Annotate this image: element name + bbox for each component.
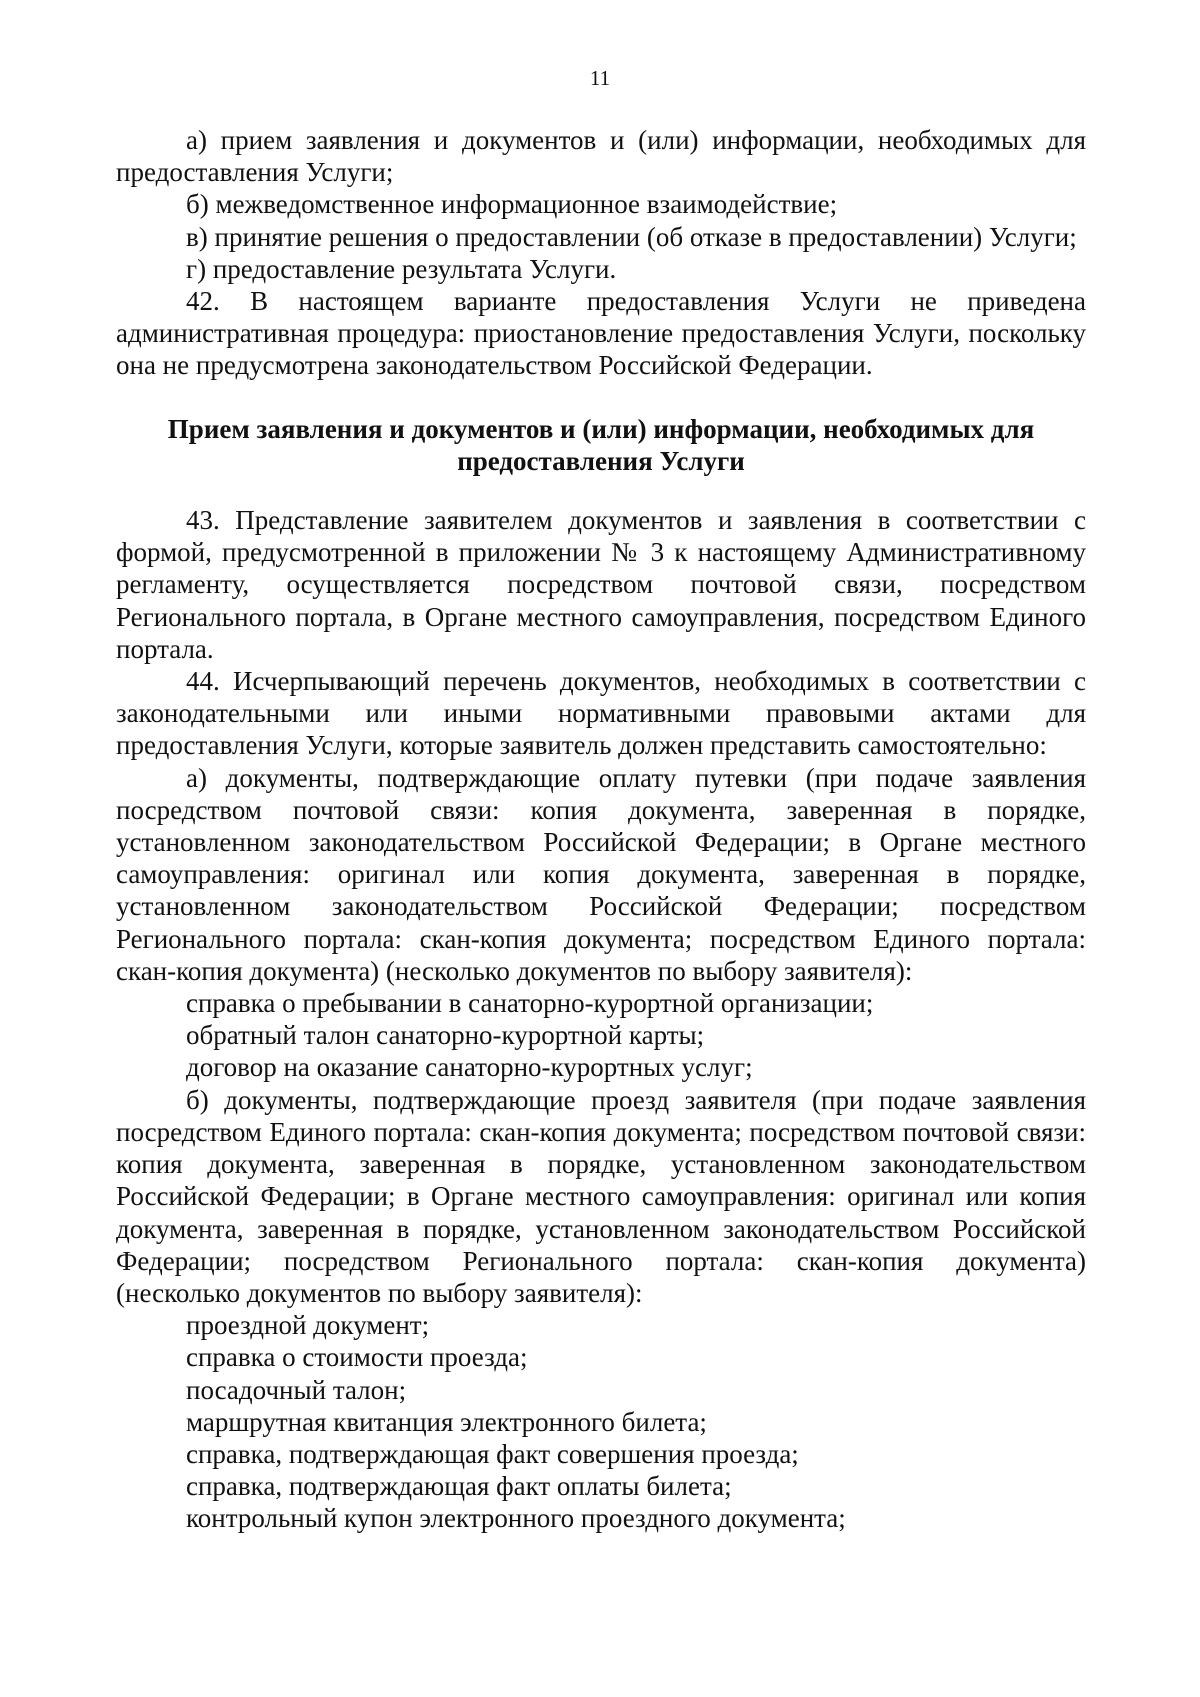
paragraph: а) прием заявления и документов и (или) информации, необходимых для предоставления Услуги; — [116, 125, 1086, 188]
section-heading-line-2: предоставления Услуги — [457, 445, 745, 476]
paragraph: 43. Представление заявителем документов и заявления в соответствии с формой, предусмотренной в приложении № 3 к настоящему Административному регламенту, осуществляется посредством почтовой связи, посредством Регионального портала, в Органе местного самоуправления, посредством Единого портала. — [116, 505, 1086, 664]
paragraph: б) межведомственное информационное взаимодействие; — [186, 189, 838, 220]
paragraphs-bottom — [116, 504, 1086, 1535]
paragraph: посадочный талон; — [186, 1374, 407, 1405]
paragraph: договор на оказание санаторно-курортных услуг; — [186, 1052, 753, 1083]
paragraph: а) документы, подтверждающие оплату путевки (при подаче заявления посредством почтовой связи: копия документа, заверенная в порядке, установленном законодательством Российской Федерации; в Органе местного самоуправления: оригинал или копия документа, заверенная в порядке, установленном законодательством Российской Федерации; посредством Регионального портала: скан-копия документа; посредством Единого портала: скан-копия документа) (несколько документов по выбору заявителя): — [116, 762, 1086, 986]
paragraph: маршрутная квитанция электронного билета; — [186, 1406, 707, 1437]
paragraph: справка, подтверждающая факт совершения проезда; — [186, 1438, 799, 1469]
paragraph: справка о стоимости проезда; — [186, 1342, 528, 1373]
paragraph: контрольный купон электронного проездного документа; — [186, 1503, 846, 1534]
paragraphs-top — [116, 124, 1086, 382]
paragraph: в) принятие решения о предоставлении (об отказе в предоставлении) Услуги; — [186, 221, 1077, 252]
section-heading — [116, 413, 1086, 477]
paragraph: проездной документ; — [186, 1310, 430, 1341]
paragraph: обратный талон санаторно-курортной карты; — [186, 1020, 705, 1051]
paragraph: справка, подтверждающая факт оплаты билета; — [186, 1471, 732, 1502]
paragraph: 44. Исчерпывающий перечень документов, необходимых в соответствии с законодательными или иными нормативными правовыми актами для предоставления Услуги, которые заявитель должен представить самостоятельно: — [116, 666, 1086, 761]
paragraph: б) документы, подтверждающие проезд заявителя (при подаче заявления посредством Единого портала: скан-копия документа; посредством почтовой связи: копия документа, заверенная в порядке, установленном законодательством Российской Федерации; в Органе местного самоуправления: оригинал или копия документа, заверенная в порядке, установленном законодательством Российской Федерации; посредством Регионального портала: скан-копия документа) (несколько документов по выбору заявителя): — [116, 1084, 1086, 1308]
paragraph: 42. В настоящем варианте предоставления Услуги не приведена административная процедура: приостановление предоставления Услуги, поскольку она не предусмотрена законодательством Российской Федерации. — [116, 286, 1086, 381]
document-body — [116, 124, 1086, 1535]
section-heading-line-1: Прием заявления и документов и (или) информации, необходимых для — [167, 413, 1035, 444]
paragraph: г) предоставление результата Услуги. — [186, 253, 617, 284]
paragraph: справка о пребывании в санаторно-курортной организации; — [186, 988, 874, 1019]
page-number: 11 — [589, 66, 611, 90]
